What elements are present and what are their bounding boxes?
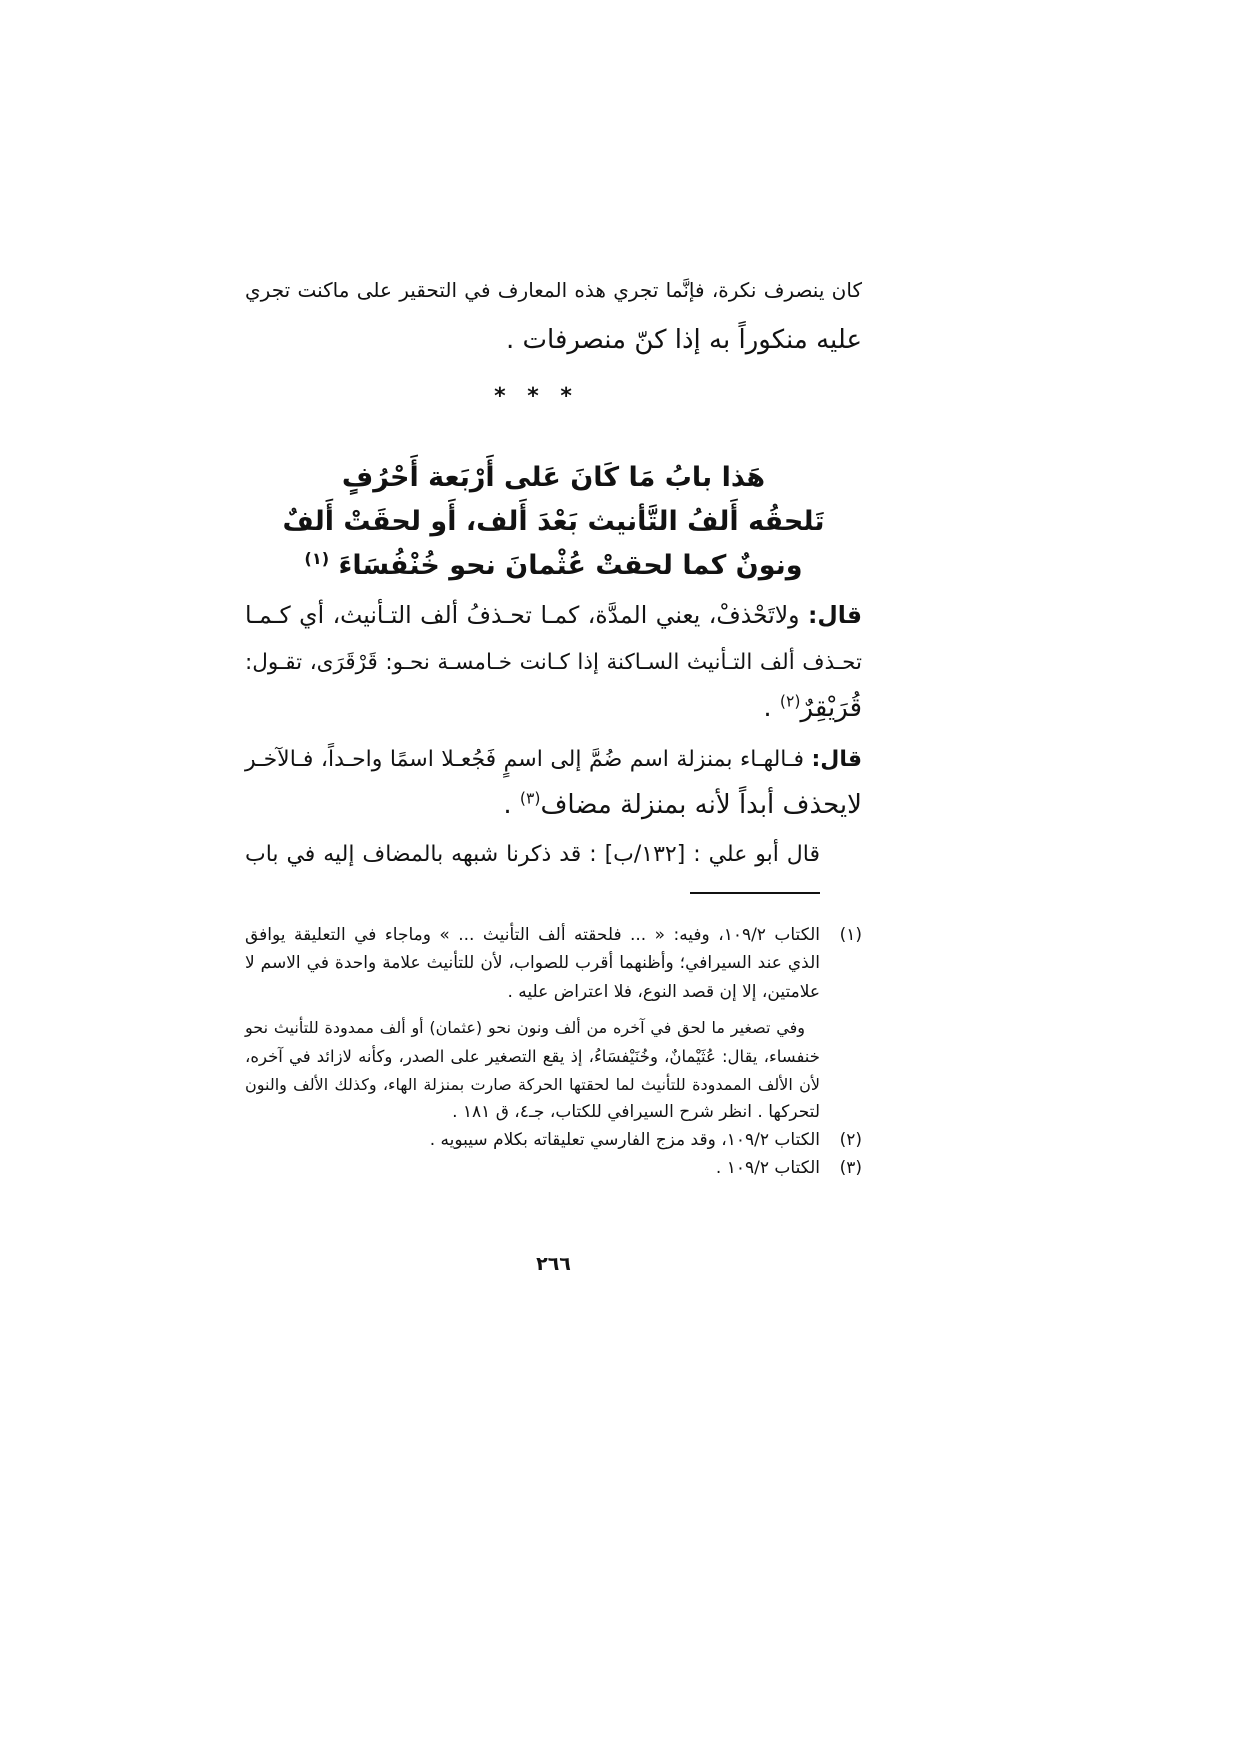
chapter-heading-line — [245, 544, 862, 588]
chapter-heading-line: تَلحقُه أَلفُ التَّأنيث بَعْدَ أَلف، أَو لحقَتْ أَلفٌ — [282, 506, 825, 537]
paragraph-line — [245, 686, 862, 730]
footnote-continuation — [245, 978, 862, 1006]
paragraph-lead: قال: — [811, 747, 862, 772]
page-number: ٢٦٦ — [536, 1253, 571, 1275]
footnote-line: الكتاب ١٠٩/٢ . — [715, 1158, 820, 1178]
paragraph-text: فـالهـاء بمنزلة اسم ضُمَّ إلى اسمٍ فَجُعـلا اسمًا واحـداً، فـالآخـر — [245, 747, 804, 772]
footnote-number: (١) — [839, 925, 862, 945]
paragraph-line: تحـذف ألف التـأنيث السـاكنة إذا كـانت خـامسـة نحـو: قَرْقَرَى، تقـول: — [245, 650, 862, 675]
footnote-number: (٢) — [839, 1130, 862, 1150]
footnote-line: الكتاب ١٠٩/٢، وقد مزج الفارسي تعليقاته بكلام سيبويه . — [429, 1130, 820, 1150]
footnote — [245, 921, 862, 949]
chapter-heading-line: هَذا بابُ مَا كَانَ عَلى أَرْبَعة أَحْرُفٍ — [341, 462, 766, 493]
footnote-separator — [690, 892, 820, 894]
paragraph-text: ولاتَحْذفْ، يعني المدَّة، كمـا تحـذفُ ألف التـأنيث، أي كـمـا — [245, 601, 800, 629]
section-break: * * * — [494, 384, 572, 409]
footnote-continuation — [245, 949, 862, 977]
footnote-continuation — [245, 1043, 862, 1071]
paragraph-line — [245, 783, 862, 827]
paragraph-line — [245, 738, 862, 782]
footnote-line: الكتاب ١٠٩/٢، وفيه: « ... فلحقته ألف التأنيث ... » وماجاء في التعليقة يوافق — [245, 925, 820, 945]
footnote-number: (٣) — [839, 1158, 862, 1178]
footnote-continuation — [245, 1014, 862, 1042]
paragraph-text: قُرَيْقِرٌ — [800, 693, 862, 723]
footnote — [245, 1126, 862, 1154]
intro-line: عليه منكوراً به إذا كنّ منصرفات . — [506, 325, 862, 355]
footnote-line: لتحركها . انظر شرح السيرافي للكتاب، جـ٤، ق ١٨١ . — [452, 1102, 820, 1122]
paragraph-text: لايحذف أبداً لأنه بمنزلة مضاف — [540, 790, 862, 820]
paragraph-tail: . — [503, 790, 520, 820]
footnote-line: لأن الألف الممدودة للتأنيث لما لحقتها الحركة صارت بمنزلة الهاء، وكذلك الألف والنون — [245, 1075, 820, 1094]
footnote-ref: (٢) — [779, 692, 801, 711]
footnote-ref: (١) — [304, 549, 330, 568]
paragraph-lead: قال: — [808, 601, 862, 629]
footnote-line: الذي عند السيرافي؛ وأظنهما أقرب للصواب، لأن للتأنيث علامة واحدة في الاسم لا — [245, 953, 820, 973]
paragraph-tail: . — [763, 693, 780, 723]
footnote-line: علامتين، إلا إن قصد النوع، فلا اعتراض عليه . — [507, 982, 820, 1002]
intro-line: كان ينصرف نكرة، فإنَّما تجري هذه المعارف في التحقير على ماكنت تجري — [245, 278, 862, 302]
chapter-heading-text: ونونٌ كما لحقتْ عُثْمانَ نحو خُنْفُسَاءَ — [338, 550, 803, 581]
footnote-continuation — [245, 1071, 862, 1099]
footnote-ref: (٣) — [519, 789, 541, 808]
paragraph-line — [245, 593, 862, 637]
paragraph-line: قال أبو علي : [١٣٢/ب] : قد ذكرنا شبهه بالمضاف إليه في باب — [245, 842, 820, 867]
footnote-line: خنفساء، يقال: عُثَيْمانٌ، وخُنَيْفسَاءُ، إذ يقع التصغير على الصدر، وكأنه لازائد في آخره، — [245, 1047, 820, 1066]
footnote-continuation — [245, 1098, 862, 1126]
footnote — [245, 1154, 862, 1182]
footnote-line: وفي تصغير ما لحق في آخره من ألف ونون نحو (عثمان) أو ألف ممدودة للتأنيث نحو — [245, 1018, 805, 1037]
